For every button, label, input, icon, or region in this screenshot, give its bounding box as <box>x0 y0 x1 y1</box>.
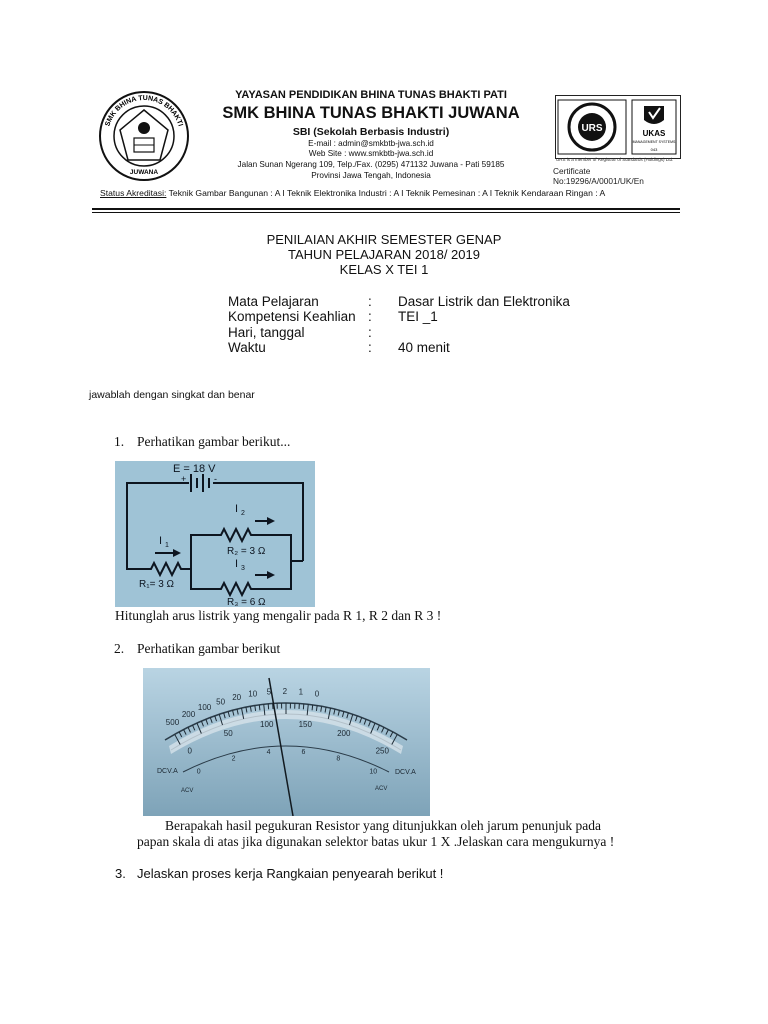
accreditation-text: Teknik Gambar Bangunan : A I Teknik Elektronika Industri : A I Teknik Pemesinan : A I Teknik Kendaraan Ringan : A <box>166 188 606 198</box>
meter-ohm-label: 50 <box>216 697 226 707</box>
logo-bottom-text: JUWANA <box>129 169 159 176</box>
address-line: Jalan Sunan Ngerang 109, Telp./Fax. (0295) 471132 Juwana - Pati 59185 <box>237 160 505 169</box>
meter-dcva-left: DCV.A <box>157 768 178 775</box>
meter-small-label: 6 <box>301 748 306 756</box>
email-line: E-mail : admin@smkbtb-jwa.sch.id <box>308 139 434 148</box>
question-3-number: 3. <box>115 866 126 881</box>
meter-ohm-label: 2 <box>282 687 288 697</box>
meter-ohm-label: 500 <box>165 717 180 727</box>
circuit-r3-label: R₃ = 6 Ω <box>227 597 266 607</box>
foundation-name: YAYASAN PENDIDIKAN BHINA TUNAS BHAKTI PATI <box>235 89 507 101</box>
circuit-emf-label: E = 18 V <box>173 463 216 475</box>
header-rule-thick <box>92 208 680 210</box>
info-row-competency <box>228 309 668 325</box>
circuit-r2-label: R₂ = 3 Ω <box>227 546 266 557</box>
urs-logo-text: URS <box>581 123 603 134</box>
circuit-i3-sub: 3 <box>241 565 245 572</box>
meter-dc-label: 250 <box>375 746 389 756</box>
meter-ohm-label: 5 <box>266 687 272 697</box>
meter-ohm-label: 0 <box>314 689 320 699</box>
info-key: Hari, tanggal <box>228 325 305 340</box>
info-sep: : <box>368 340 372 355</box>
question-2-prompt: Perhatikan gambar berikut <box>137 641 281 656</box>
cert-caption: URS is a member of Registrar of Standards (Holdings) Ltd. <box>556 157 674 162</box>
meter-acv-right-label: ACV <box>375 786 388 792</box>
question-1-followup: Hitunglah arus listrik yang mengalir pada R 1, R 2 dan R 3 ! <box>115 608 442 623</box>
info-row-time <box>228 340 668 356</box>
info-value: TEI _1 <box>398 309 438 324</box>
meter-acv-label: ACV <box>181 788 194 794</box>
meter-scale-image <box>143 668 430 816</box>
info-row-date <box>228 325 668 341</box>
certification-box <box>555 95 681 159</box>
info-key: Mata Pelajaran <box>228 294 319 309</box>
class-label: KELAS X TEI 1 <box>339 262 429 277</box>
meter-tick <box>312 705 313 710</box>
question-2-followup-line1: Berapakah hasil pegukuran Resistor yang ditunjukkan oleh jarum penunjuk pada <box>165 818 602 833</box>
circuit-i1-sub: 1 <box>165 542 169 549</box>
meter-small-label: 2 <box>231 755 236 763</box>
ukas-text: UKAS <box>642 129 666 138</box>
meter-dcva-right: DCV.A <box>395 769 416 776</box>
meter-dc-label: 50 <box>223 728 233 738</box>
meter-dc-label: 150 <box>298 720 312 730</box>
info-value: Dasar Listrik dan Elektronika <box>398 294 570 309</box>
info-value: 40 menit <box>398 340 450 355</box>
meter-small-label: 10 <box>369 768 378 776</box>
instruction-text: jawablah dengan singkat dan benar <box>89 389 255 401</box>
meter-dc-label: 0 <box>187 746 192 756</box>
province-line: Provinsi Jawa Tengah, Indonesia <box>311 171 431 180</box>
circuit-i2-sub: 2 <box>241 510 245 517</box>
accreditation-label: Status Akreditasi: <box>100 188 167 198</box>
info-row-subject <box>228 294 668 310</box>
circuit-plus: + <box>181 474 187 484</box>
question-2-followup-line2: papan skala di atas jika digunakan selektor batas ukur 1 X .Jelaskan cara mengukurnya ! <box>137 834 615 849</box>
meter-ohm-label: 1 <box>298 687 304 697</box>
circuit-r1-label: R₁= 3 Ω <box>139 579 175 590</box>
circuit-i1-label: I <box>159 535 163 547</box>
meter-small-label: 0 <box>196 768 201 776</box>
meter-ohm-label: 100 <box>197 702 212 712</box>
school-name: SMK BHINA TUNAS BHAKTI JUWANA <box>222 104 520 122</box>
meter-ohm-label: 200 <box>181 709 196 719</box>
circuit-i3-label: I <box>235 558 239 570</box>
exam-title: PENILAIAN AKHIR SEMESTER GENAP <box>266 232 502 247</box>
info-sep: : <box>368 309 372 324</box>
meter-dc-label: 100 <box>260 720 274 730</box>
question-2-number: 2. <box>114 641 125 656</box>
ukas-sub-text: MANAGEMENT SYSTEMS <box>632 140 676 144</box>
sbi-label: SBI (Sekolah Berbasis Industri) <box>292 126 450 138</box>
meter-tick <box>259 705 260 710</box>
info-sep: : <box>368 325 372 340</box>
circuit-i2-label: I <box>235 503 239 515</box>
meter-small-label: 4 <box>266 748 271 756</box>
certificate-number: Certificate No:19296/A/0001/UK/En <box>553 166 644 186</box>
header-rule-thin <box>92 212 680 213</box>
question-1-number: 1. <box>114 434 125 449</box>
school-year: TAHUN PELAJARAN 2018/ 2019 <box>288 247 480 262</box>
meter-ohm-label: 10 <box>248 689 258 699</box>
info-key: Waktu <box>228 340 266 355</box>
circuit-image <box>115 461 315 607</box>
info-key: Kompetensi Keahlian <box>228 309 356 324</box>
meter-small-label: 8 <box>336 755 341 763</box>
ukas-number: 043 <box>650 147 658 152</box>
circuit-minus: - <box>214 474 217 484</box>
question-1-prompt: Perhatikan gambar berikut... <box>137 434 291 449</box>
accreditation-line <box>100 188 680 198</box>
logo-top-text: SMK BHINA TUNAS BHAKTI <box>104 94 184 128</box>
website-line: Web Site : www.smkbtb-jwa.sch.id <box>308 149 434 158</box>
info-sep: : <box>368 294 372 309</box>
meter-ohm-label: 20 <box>232 692 242 702</box>
question-3-prompt: Jelaskan proses kerja Rangkaian penyearah berikut ! <box>137 866 444 881</box>
school-logo <box>98 90 190 182</box>
meter-dc-label: 200 <box>337 728 351 738</box>
